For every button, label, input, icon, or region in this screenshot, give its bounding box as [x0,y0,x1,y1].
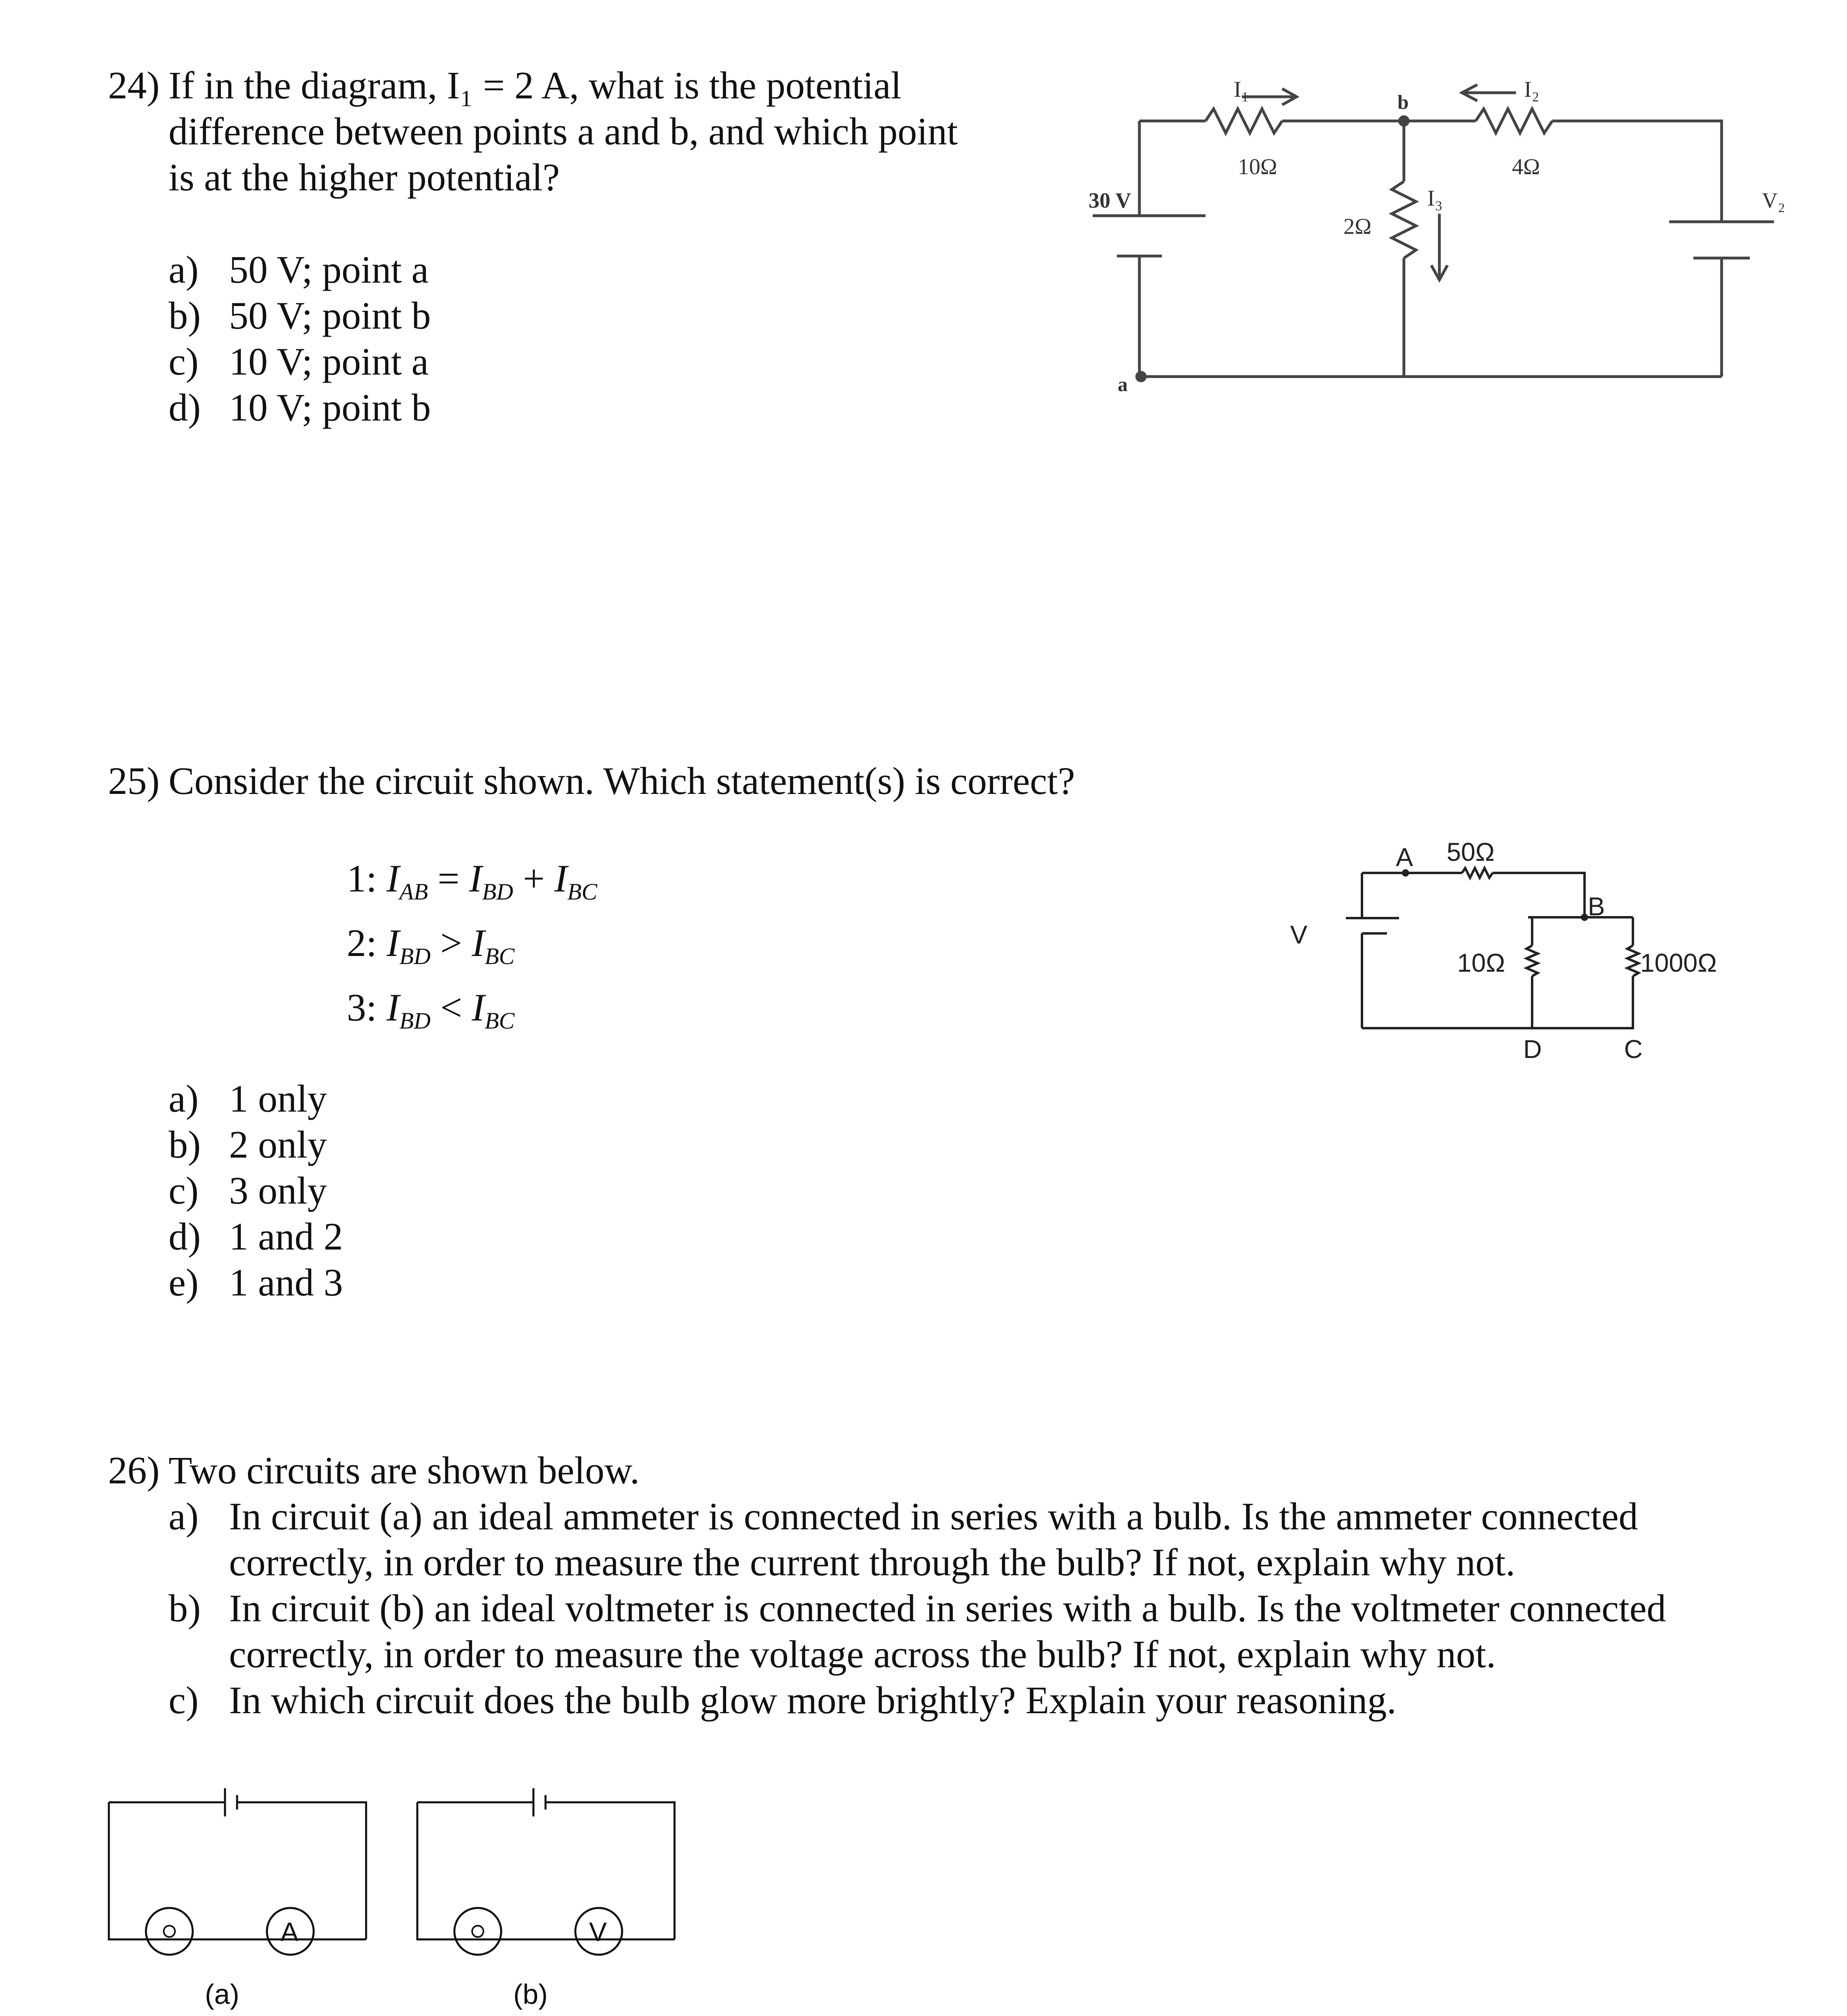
node-b-dot [1581,914,1588,921]
i1-arrow-icon [1242,89,1297,105]
q24-option-d[interactable]: d) 10 V; point b [169,386,431,429]
resistor-4-ohm [1476,109,1552,133]
battery-icon [533,1788,546,1816]
q26-part-c: c) In which circuit does the bulb glow more brightly? Explain your reasoning. [169,1679,1397,1722]
label-node-a: A [1396,843,1413,872]
q24-line-3: is at the higher potential? [169,156,560,199]
battery-v2 [1669,222,1774,258]
battery-icon [225,1788,237,1816]
resistor-50-ohm [1462,868,1493,878]
node-a-dot [1135,371,1147,382]
q25-statement-1: 1: $I_{AB} = I_{BD} + I_{BC}$ [347,857,598,905]
q25-option-e[interactable]: e) 1 and 3 [169,1261,343,1304]
q25-statements [347,853,597,1047]
label-r-10: 10Ω [1238,154,1277,179]
q24-number: 24) [108,64,160,107]
label-i1: I₁ [1234,77,1249,102]
label-v2: V₂ [1762,188,1785,212]
label-node-d: D [1523,1035,1542,1064]
q26-circuit-b [417,1770,683,2012]
q26-part-a: a) In circuit (a) an ideal ammeter is connected in series with a bulb. Is the ammeter connected correctly, in order to measure the current through the bulb? If not, explain why not. [169,1495,1638,1584]
q24-text [108,62,958,200]
q24-options [169,247,431,431]
label-30v: 30 V [1089,188,1131,212]
q26-circuit-a [109,1770,375,2012]
q25-option-a[interactable]: a) 1 only [169,1077,327,1120]
label-r-4: 4Ω [1512,154,1540,179]
label-i3: I₃ [1427,186,1443,211]
q24-circuit-diagram [1056,69,1802,396]
circuit-b-caption: (b) [513,1979,548,2010]
q25-circuit-diagram [1278,823,1742,1073]
q25-question: Consider the circuit shown. Which statement(s) is correct? [169,759,1075,802]
label-r-2: 2Ω [1343,214,1372,239]
q26-text [108,1447,1785,1723]
q24-option-a[interactable]: a) 50 V; point a [169,248,429,291]
battery-v [1346,918,1399,933]
q25-statement-3: 3: $I_{BD} < I_{BC}$ [347,986,515,1034]
q25-statement-2: 2: $I_{BD} > I_{BC}$ [347,921,515,970]
label-v: V [1290,920,1308,949]
q25-option-c[interactable]: c) 3 only [169,1169,327,1212]
q26-number: 26) [108,1449,160,1492]
label-i2: I₂ [1524,77,1540,102]
q25-number: 25) [108,759,160,802]
label-r-1000: 1000Ω [1640,948,1717,977]
label-node-a: a [1118,373,1128,396]
q25-options [169,1076,343,1306]
q24-option-b[interactable]: b) 50 V; point b [169,294,431,337]
q25-option-b[interactable]: b) 2 only [169,1123,327,1166]
q26-question: Two circuits are shown below. [169,1449,640,1492]
q26-part-b: b) In circuit (b) an ideal voltmeter is connected in series with a bulb. Is the voltmeter connected correctly, in order to measure the voltage across the bulb? If not, explain why not. [169,1587,1666,1676]
node-b-dot [1398,115,1410,127]
i2-arrow-icon [1462,85,1516,101]
i3-arrow-icon [1431,214,1447,280]
resistor-10-ohm [1526,946,1538,976]
label-node-b: B [1588,892,1605,921]
label-node-c: C [1624,1035,1643,1064]
resistor-2-ohm [1392,181,1416,258]
resistor-10-ohm [1206,109,1282,133]
battery-30v [1093,216,1206,256]
label-r-10: 10Ω [1457,948,1506,977]
bulb-icon [146,1908,193,1955]
voltmeter-label: V [589,1917,607,1947]
q24-option-c[interactable]: c) 10 V; point a [169,340,429,383]
label-node-b: b [1397,91,1409,113]
label-r-50: 50Ω [1447,837,1495,866]
resistor-1000-ohm [1627,946,1639,976]
circuit-a-caption: (a) [205,1979,239,2010]
q24-line-1: If in the diagram, I₁ = 2 A, what is the potential [169,64,902,107]
q25-text [108,758,1075,804]
q24-line-2: difference between points a and b, and which point [169,110,958,153]
bulb-icon [454,1908,501,1955]
ammeter-label: A [281,1917,299,1947]
q25-option-d[interactable]: d) 1 and 2 [169,1215,343,1258]
